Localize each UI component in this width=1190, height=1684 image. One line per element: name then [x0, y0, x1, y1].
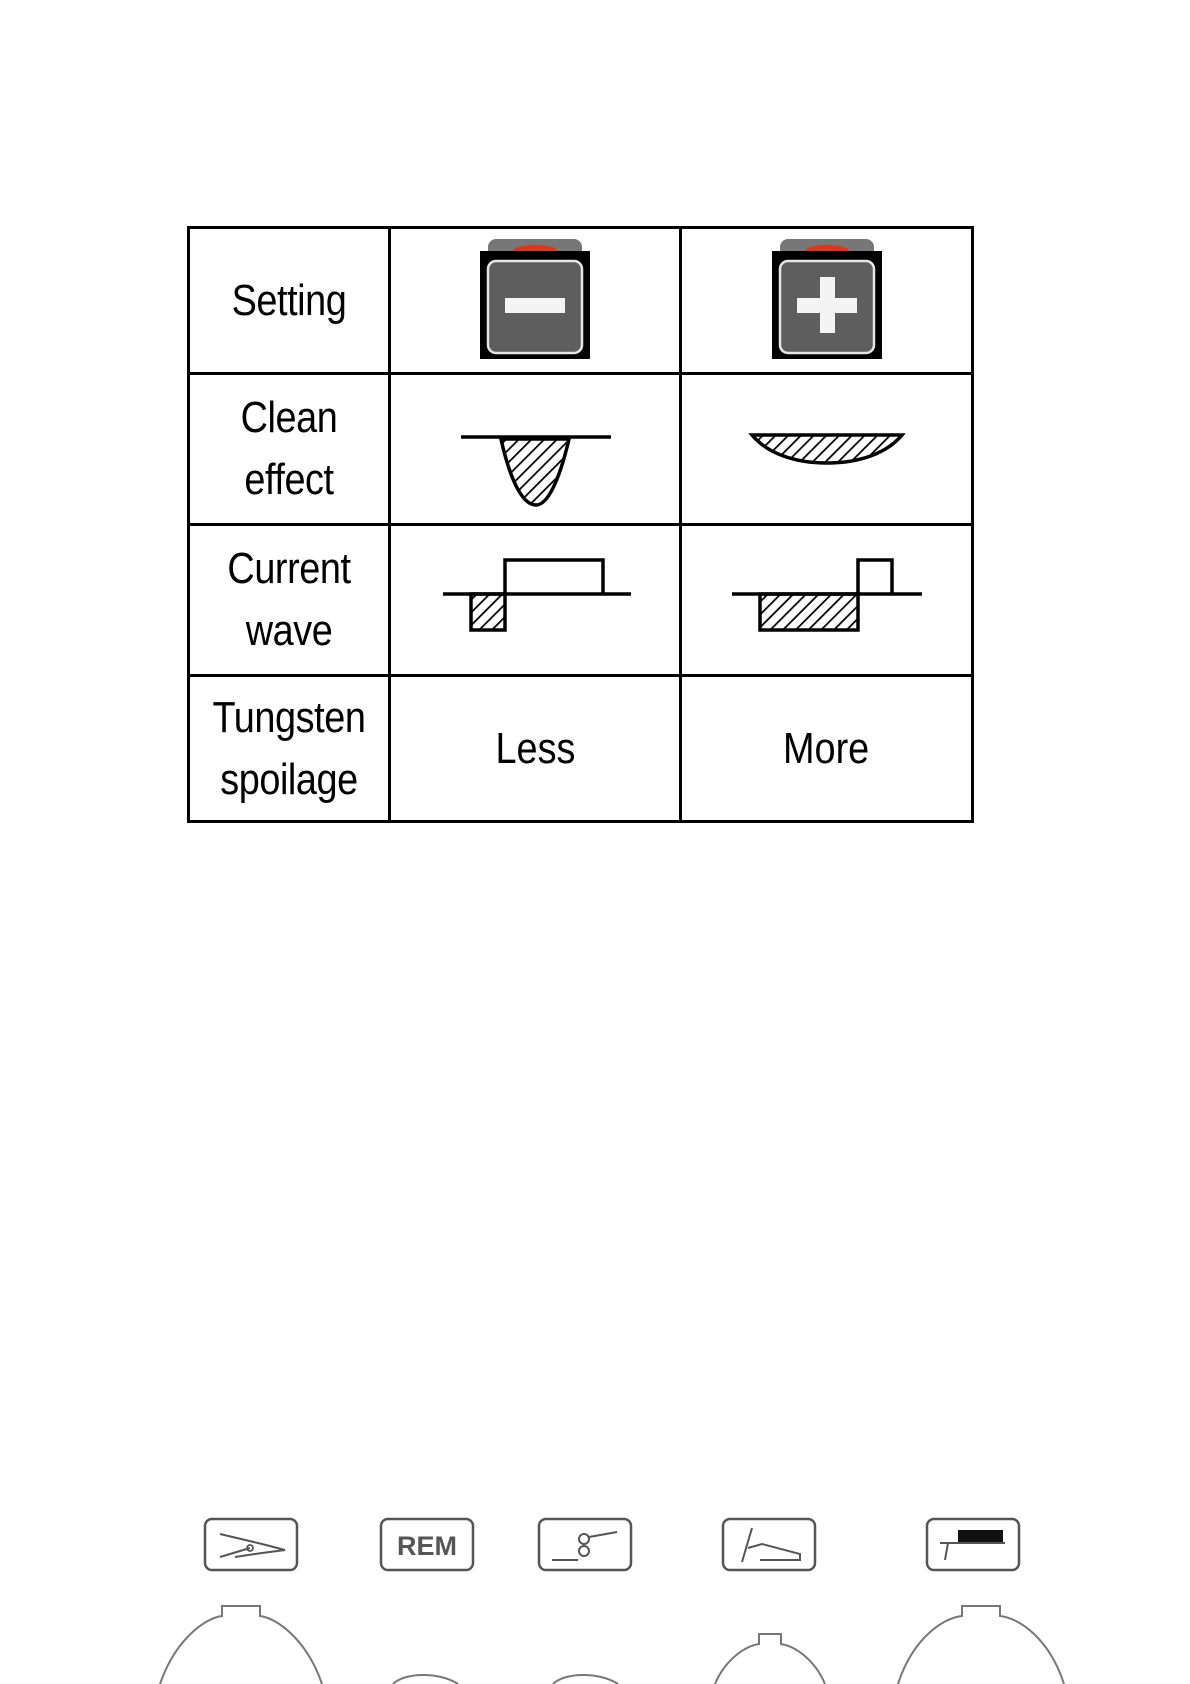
table-row-tungsten-spoilage	[189, 676, 973, 822]
spoilage-more-value: More	[783, 723, 870, 773]
row-label-clean-effect	[189, 374, 390, 525]
large-negative-wave-icon	[682, 526, 974, 669]
row-label-tungsten-spoilage	[189, 676, 390, 822]
label-clean: Clean	[240, 393, 338, 442]
ground-clamp-icon	[205, 1519, 297, 1570]
table-row-current-wave	[189, 525, 973, 676]
rem-label: REM	[397, 1531, 457, 1561]
table-row-clean-effect	[189, 374, 973, 525]
connector-outlines	[160, 1606, 1064, 1684]
label-setting: Setting	[231, 275, 347, 325]
plus-key-icon	[772, 239, 882, 359]
small-negative-wave-cell	[390, 525, 681, 676]
row-label-setting	[189, 228, 390, 374]
wide-penetration-icon	[682, 375, 974, 518]
small-negative-wave-icon	[391, 526, 682, 669]
label-tungsten: Tungsten	[212, 692, 366, 742]
label-current: Current	[227, 544, 351, 593]
spoilage-less-value: Less	[495, 723, 575, 773]
spoilage-less-cell	[390, 676, 681, 822]
label-effect: effect	[244, 455, 334, 504]
label-spoilage: spoilage	[220, 754, 358, 804]
front-panel-connectors	[0, 1500, 1190, 1684]
electrode-holder-icon	[927, 1519, 1019, 1570]
label-wave: wave	[245, 606, 333, 655]
comparison-table	[187, 226, 974, 823]
gas-valve-icon	[539, 1519, 631, 1570]
tig-torch-icon	[723, 1519, 815, 1570]
large-negative-wave-cell	[681, 525, 973, 676]
narrow-penetration-icon	[391, 375, 682, 518]
spoilage-more-cell	[681, 676, 973, 822]
table-row-setting	[189, 228, 973, 374]
wide-penetration-cell	[681, 374, 973, 525]
row-label-current-wave	[189, 525, 390, 676]
minus-key-icon	[480, 239, 590, 359]
plus-key-cell	[681, 228, 973, 374]
remote-icon	[381, 1519, 473, 1570]
narrow-penetration-cell	[390, 374, 681, 525]
minus-key-cell	[390, 228, 681, 374]
